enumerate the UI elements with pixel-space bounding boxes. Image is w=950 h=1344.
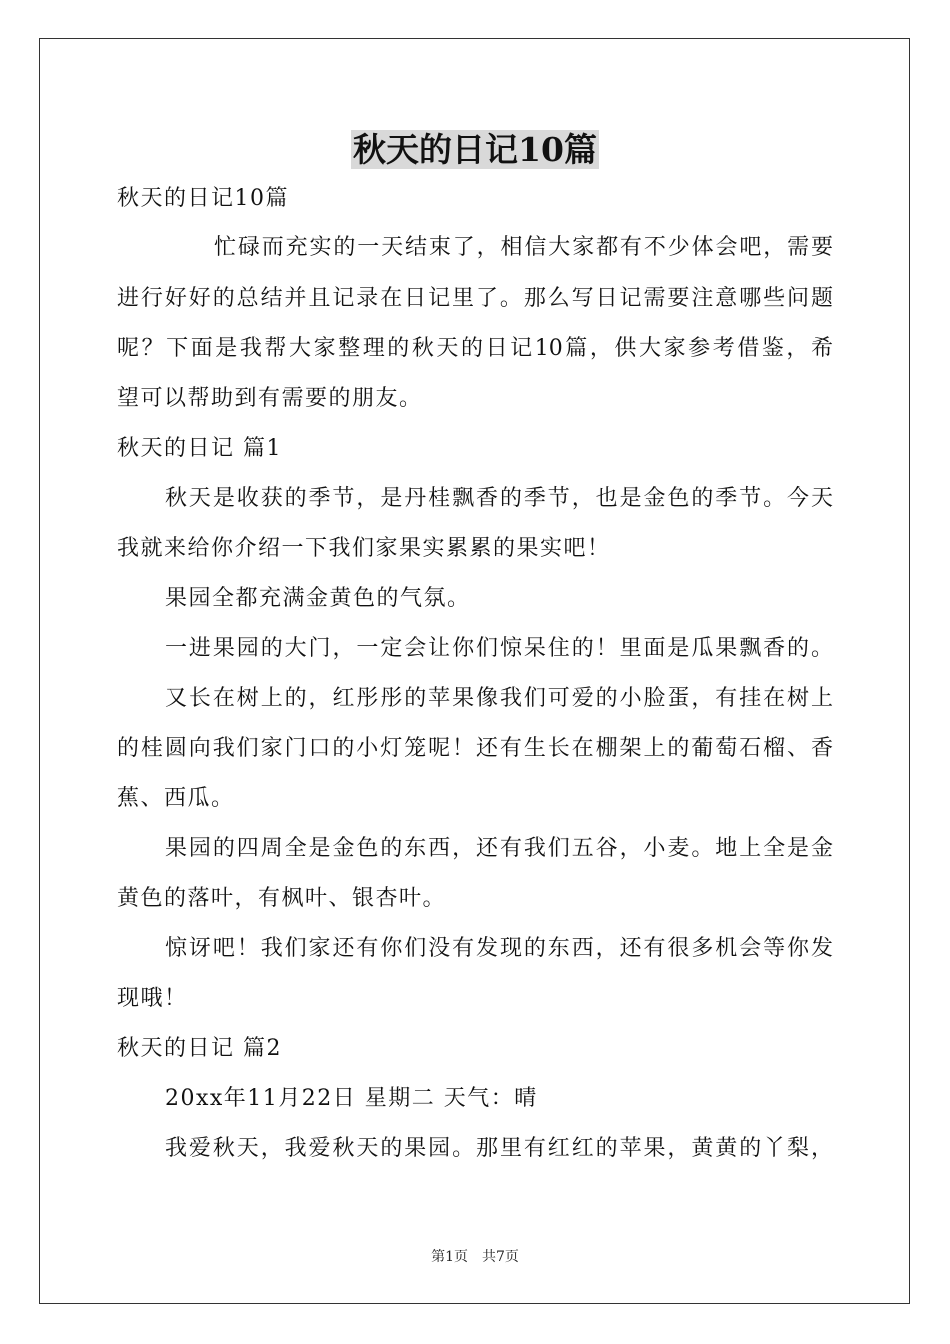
document-subtitle: 秋天的日记10篇 (117, 186, 289, 211)
page-total: 共7页 (482, 1249, 519, 1265)
page-footer (0, 1248, 950, 1266)
document-title: 秋天的日记10篇 (353, 130, 597, 169)
page-number: 第1页 (431, 1249, 468, 1265)
intro-line: 忙碌而充实的一天结束了，相信大家都有不少体会吧，需要 (214, 235, 833, 260)
intro-line: 进行好好的总结并且记录在日记里了。那么写日记需要注意哪些问题 (117, 286, 833, 311)
section-heading: 秋天的日记 篇1 (117, 436, 282, 461)
intro-line: 呢？下面是我帮大家整理的秋天的日记10篇，供大家参考借鉴，希 (117, 336, 833, 361)
intro-line: 望可以帮助到有需要的朋友。 (117, 386, 423, 411)
body-line: 又长在树上的，红彤彤的苹果像我们可爱的小脸蛋，有挂在树上 (165, 686, 833, 711)
body-line: 20xx年11月22日 星期二 天气：晴 (165, 1086, 538, 1111)
section-heading: 秋天的日记 篇2 (117, 1036, 282, 1061)
body-line: 我爱秋天，我爱秋天的果园。那里有红红的苹果，黄黄的丫梨， (165, 1136, 833, 1161)
body-line: 黄色的落叶，有枫叶、银杏叶。 (117, 886, 447, 911)
body-line: 蕉、西瓜。 (117, 786, 235, 811)
body-line: 一进果园的大门，一定会让你们惊呆住的！里面是瓜果飘香的。 (165, 636, 833, 661)
body-line: 果园的四周全是金色的东西，还有我们五谷，小麦。地上全是金 (165, 836, 833, 861)
body-line: 我就来给你介绍一下我们家果实累累的果实吧！ (117, 536, 611, 561)
body-line: 果园全都充满金黄色的气氛。 (165, 586, 471, 611)
body-line: 惊讶吧！我们家还有你们没有发现的东西，还有很多机会等你发 (165, 936, 833, 961)
body-line: 现哦！ (117, 986, 188, 1011)
body-line: 的桂圆向我们家门口的小灯笼呢！还有生长在棚架上的葡萄石榴、香 (117, 736, 833, 761)
body-line: 秋天是收获的季节，是丹桂飘香的季节，也是金色的季节。今天 (165, 486, 833, 511)
